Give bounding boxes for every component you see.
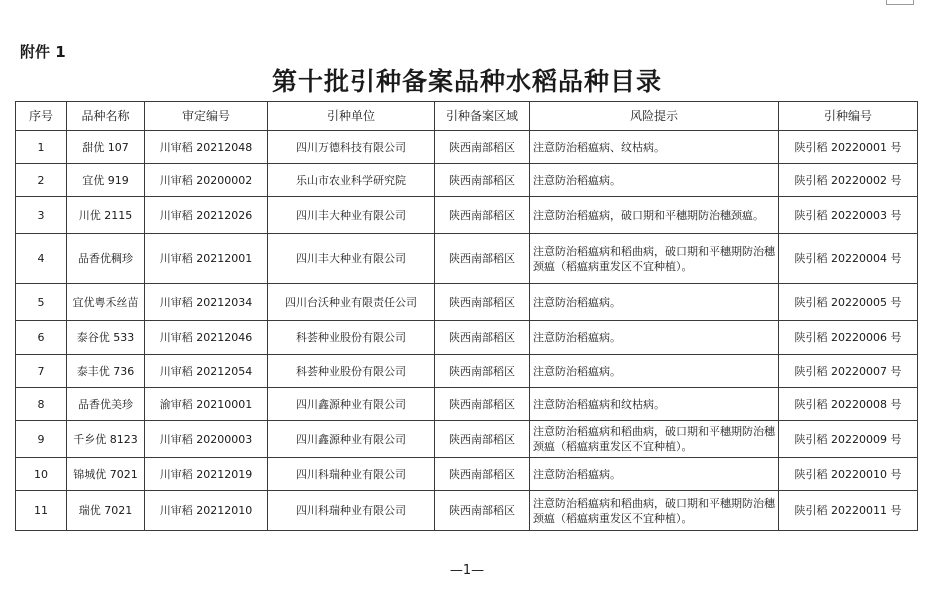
introduction-number-cell: 陕引稻 20220001 号 xyxy=(779,131,918,164)
filing-region-cell: 陕西南部稻区 xyxy=(435,197,530,234)
introduction-number-cell: 陕引稻 20220007 号 xyxy=(779,355,918,388)
risk-note-cell: 注意防治稻瘟病和稻曲病，破口期和平穗期防治穗颈瘟（稻瘟病重发区不宜种植）。 xyxy=(530,421,779,458)
row-number-cell: 5 xyxy=(16,284,67,321)
attachment-label: 附件 1 xyxy=(20,43,66,61)
approval-number-cell: 川审稻 20212010 xyxy=(145,491,268,531)
risk-note-cell: 注意防治稻瘟病。 xyxy=(530,321,779,355)
approval-number-cell: 川审稻 20212019 xyxy=(145,458,268,491)
column-header: 品种名称 xyxy=(67,102,145,131)
risk-note-cell: 注意防治稻瘟病，破口期和平穗期防治穗颈瘟。 xyxy=(530,197,779,234)
introducing-unit-cell: 四川万德科技有限公司 xyxy=(268,131,435,164)
approval-number-cell: 川审稻 20212046 xyxy=(145,321,268,355)
introducing-unit-cell: 四川丰大种业有限公司 xyxy=(268,197,435,234)
column-header: 引种备案区域 xyxy=(435,102,530,131)
table-row xyxy=(16,284,918,321)
approval-number-cell: 川审稻 20200002 xyxy=(145,164,268,197)
row-number-cell: 3 xyxy=(16,197,67,234)
introduction-number-cell: 陕引稻 20220011 号 xyxy=(779,491,918,531)
page-number: —1— xyxy=(449,563,485,578)
column-header: 引种单位 xyxy=(268,102,435,131)
variety-name-cell: 甜优 107 xyxy=(67,131,145,164)
approval-number-cell: 川审稻 20212054 xyxy=(145,355,268,388)
variety-name-cell: 宜优 919 xyxy=(67,164,145,197)
row-number-cell: 6 xyxy=(16,321,67,355)
row-number-cell: 10 xyxy=(16,458,67,491)
row-number-cell: 1 xyxy=(16,131,67,164)
risk-note-cell: 注意防治稻瘟病。 xyxy=(530,164,779,197)
row-number-cell: 8 xyxy=(16,388,67,421)
table-row xyxy=(16,388,918,421)
table-row xyxy=(16,458,918,491)
introducing-unit-cell: 科荟种业股份有限公司 xyxy=(268,355,435,388)
table-row xyxy=(16,164,918,197)
table-row xyxy=(16,234,918,284)
filing-region-cell: 陕西南部稻区 xyxy=(435,458,530,491)
row-number-cell: 2 xyxy=(16,164,67,197)
introduction-number-cell: 陕引稻 20220005 号 xyxy=(779,284,918,321)
table-header-row xyxy=(16,102,918,131)
variety-name-cell: 宜优粤禾丝苗 xyxy=(67,284,145,321)
row-number-cell: 9 xyxy=(16,421,67,458)
approval-number-cell: 川审稻 20212001 xyxy=(145,234,268,284)
variety-name-cell: 千乡优 8123 xyxy=(67,421,145,458)
document-title: 第十批引种备案品种水稻品种目录 xyxy=(271,67,662,96)
filing-region-cell: 陕西南部稻区 xyxy=(435,284,530,321)
variety-name-cell: 瑞优 7021 xyxy=(67,491,145,531)
risk-note-cell: 注意防治稻瘟病。 xyxy=(530,355,779,388)
column-header: 序号 xyxy=(16,102,67,131)
approval-number-cell: 川审稻 20212034 xyxy=(145,284,268,321)
introducing-unit-cell: 四川鑫源种业有限公司 xyxy=(268,388,435,421)
column-header: 风险提示 xyxy=(530,102,779,131)
table-row xyxy=(16,421,918,458)
risk-note-cell: 注意防治稻瘟病。 xyxy=(530,458,779,491)
variety-name-cell: 锦城优 7021 xyxy=(67,458,145,491)
introducing-unit-cell: 四川丰大种业有限公司 xyxy=(268,234,435,284)
approval-number-cell: 川审稻 20212048 xyxy=(145,131,268,164)
filing-region-cell: 陕西南部稻区 xyxy=(435,234,530,284)
column-header: 引种编号 xyxy=(779,102,918,131)
row-number-cell: 11 xyxy=(16,491,67,531)
introducing-unit-cell: 四川科瑞种业有限公司 xyxy=(268,491,435,531)
table-row xyxy=(16,197,918,234)
introducing-unit-cell: 四川鑫源种业有限公司 xyxy=(268,421,435,458)
corner-mark xyxy=(886,0,914,5)
row-number-cell: 4 xyxy=(16,234,67,284)
introduction-number-cell: 陕引稻 20220004 号 xyxy=(779,234,918,284)
column-header: 审定编号 xyxy=(145,102,268,131)
introduction-number-cell: 陕引稻 20220008 号 xyxy=(779,388,918,421)
filing-region-cell: 陕西南部稻区 xyxy=(435,491,530,531)
table-row xyxy=(16,355,918,388)
introduction-number-cell: 陕引稻 20220009 号 xyxy=(779,421,918,458)
variety-name-cell: 川优 2115 xyxy=(67,197,145,234)
filing-region-cell: 陕西南部稻区 xyxy=(435,131,530,164)
table-row xyxy=(16,131,918,164)
introduction-number-cell: 陕引稻 20220010 号 xyxy=(779,458,918,491)
filing-region-cell: 陕西南部稻区 xyxy=(435,321,530,355)
risk-note-cell: 注意防治稻瘟病。 xyxy=(530,284,779,321)
table-row xyxy=(16,491,918,531)
risk-note-cell: 注意防治稻瘟病和稻曲病，破口期和平穗期防治穗颈瘟（稻瘟病重发区不宜种植）。 xyxy=(530,491,779,531)
table-row xyxy=(16,321,918,355)
variety-name-cell: 品香优稠珍 xyxy=(67,234,145,284)
filing-region-cell: 陕西南部稻区 xyxy=(435,355,530,388)
introducing-unit-cell: 四川科瑞种业有限公司 xyxy=(268,458,435,491)
variety-name-cell: 泰谷优 533 xyxy=(67,321,145,355)
introduction-number-cell: 陕引稻 20220002 号 xyxy=(779,164,918,197)
introducing-unit-cell: 乐山市农业科学研究院 xyxy=(268,164,435,197)
risk-note-cell: 注意防治稻瘟病、纹枯病。 xyxy=(530,131,779,164)
introducing-unit-cell: 四川台沃种业有限责任公司 xyxy=(268,284,435,321)
introduction-number-cell: 陕引稻 20220006 号 xyxy=(779,321,918,355)
filing-region-cell: 陕西南部稻区 xyxy=(435,388,530,421)
variety-name-cell: 泰丰优 736 xyxy=(67,355,145,388)
approval-number-cell: 川审稻 20200003 xyxy=(145,421,268,458)
filing-region-cell: 陕西南部稻区 xyxy=(435,421,530,458)
introducing-unit-cell: 科荟种业股份有限公司 xyxy=(268,321,435,355)
approval-number-cell: 川审稻 20212026 xyxy=(145,197,268,234)
variety-table xyxy=(15,101,918,531)
variety-name-cell: 品香优美珍 xyxy=(67,388,145,421)
approval-number-cell: 渝审稻 20210001 xyxy=(145,388,268,421)
risk-note-cell: 注意防治稻瘟病和稻曲病，破口期和平穗期防治穗颈瘟（稻瘟病重发区不宜种植）。 xyxy=(530,234,779,284)
introduction-number-cell: 陕引稻 20220003 号 xyxy=(779,197,918,234)
row-number-cell: 7 xyxy=(16,355,67,388)
risk-note-cell: 注意防治稻瘟病和纹枯病。 xyxy=(530,388,779,421)
filing-region-cell: 陕西南部稻区 xyxy=(435,164,530,197)
